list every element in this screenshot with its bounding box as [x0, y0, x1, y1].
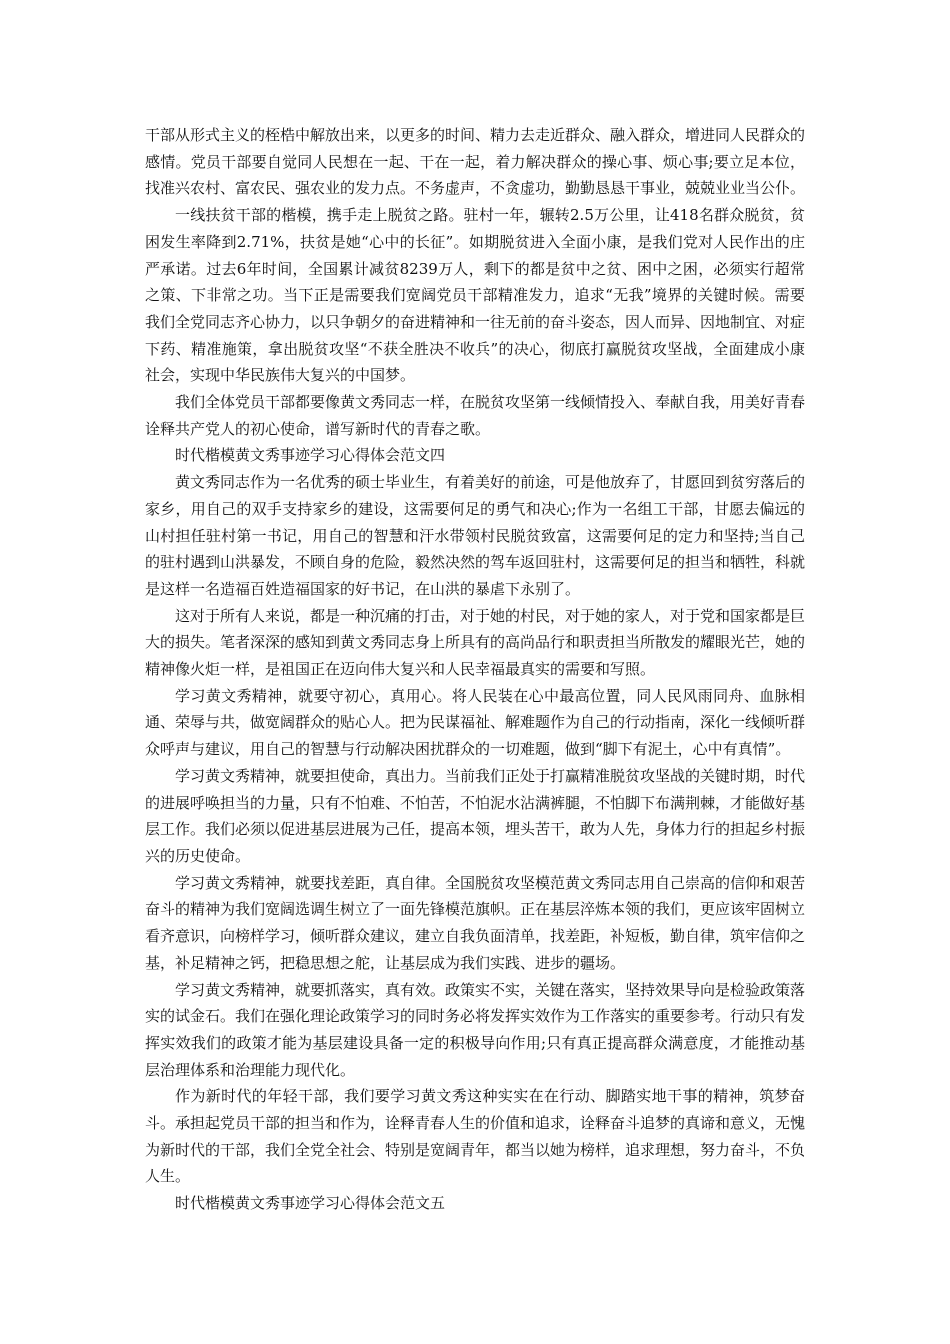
- paragraph-3: 我们全体党员干部都要像黄文秀同志一样，在脱贫攻坚第一线倾情投入、奉献自我，用美好青春诠释共产党人的初心使命，谱写新时代的青春之歌。: [145, 393, 806, 438]
- paragraph-10: 学习黄文秀精神，就要抓落实，真有效。政策实不实，关键在落实，坚持效果导向是检验政策落实的试金石。我们在强化理论政策学习的同时务必将发挥实效作为工作落实的重要参考。行动只有发挥实效我们的政策才能为基层建设具备一定的积极导向作用;只有真正提高群众满意度，才能推动基层治理体系和治理能力现代化。: [145, 980, 806, 1079]
- section-heading-4: 时代楷模黄文秀事迹学习心得体会范文四: [175, 446, 446, 465]
- paragraph-11: 作为新时代的年轻干部，我们要学习黄文秀这种实实在在行动、脚踏实地干事的精神，筑梦奋斗。承担起党员干部的担当和作为，诠释青春人生的价值和追求，诠释奋斗追梦的真谛和意义，无愧为新时代的干部，我们全党全社会、特别是宽阔青年，都当以她为榜样，追求理想，努力奋斗，不负人生。: [145, 1087, 806, 1186]
- paragraph-1: 干部从形式主义的桎梏中解放出来，以更多的时间、精力去走近群众、融入群众，增进同人民群众的感情。党员干部要自觉同人民想在一起、干在一起，着力解决群众的操心事、烦心事;要立足本位，找准兴农村、富农民、强农业的发力点。不务虚声，不贪虚功，勤勤恳恳干事业，兢兢业业当公仆。: [145, 126, 806, 198]
- section-heading-5: 时代楷模黄文秀事迹学习心得体会范文五: [175, 1194, 446, 1213]
- paragraph-7: 学习黄文秀精神，就要守初心，真用心。将人民装在心中最高位置，同人民风雨同舟、血脉相通、荣辱与共，做宽阔群众的贴心人。把为民谋福祉、解难题作为自己的行动指南，深化一线倾听群众呼声与建议，用自己的智慧与行动解决困扰群众的一切难题，做到“脚下有泥土，心中有真情”。: [145, 686, 806, 759]
- document-page: [145, 122, 805, 1217]
- paragraph-8: 学习黄文秀精神，就要担使命，真出力。当前我们正处于打赢精准脱贫攻坚战的关键时期，时代的进展呼唤担当的力量，只有不怕难、不怕苦，不怕泥水沾满裤腿，不怕脚下布满荆棘，才能做好基层工作。我们必须以促进基层进展为己任，提高本领，埋头苦干，敢为人先，身体力行的担起乡村振兴的历史使命。: [145, 766, 806, 865]
- paragraph-6: 这对于所有人来说，都是一种沉痛的打击，对于她的村民，对于她的家人，对于党和国家都是巨大的损失。笔者深深的感知到黄文秀同志身上所具有的高尚品行和职责担当所散发的耀眼光芒，她的精神像火炬一样，是祖国正在迈向伟大复兴和人民幸福最真实的需要和写照。: [145, 606, 806, 679]
- paragraph-2: 一线扶贫干部的楷模，携手走上脱贫之路。驻村一年，辗转2.5万公里，让418名群众脱贫，贫困发生率降到2.71%，扶贫是她“心中的长征”。如期脱贫进入全面小康，是我们党对人民作出的庄严承诺。过去6年时间，全国累计减贫8239万人，剩下的都是贫中之贫、困中之困，必须实行超常之策、下非常之功。当下正是需要我们宽阔党员干部精准发力，追求“无我”境界的关键时候。需要我们全党同志齐心协力，以只争朝夕的奋进精神和一往无前的奋斗姿态，因人而异、因地制宜、对症下药、精准施策，拿出脱贫攻坚“不获全胜决不收兵”的决心，彻底打赢脱贫攻坚战，全面建成小康社会，实现中华民族伟大复兴的中国梦。: [145, 206, 806, 385]
- paragraph-5: 黄文秀同志作为一名优秀的硕士毕业生，有着美好的前途，可是他放弃了，甘愿回到贫穷落后的家乡，用自己的双手支持家乡的建设，这需要何足的勇气和决心;作为一名组工干部，甘愿去偏远的山村担任驻村第一书记，用自己的智慧和汗水带领村民脱贫致富，这需要何足的定力和坚持;当自己的驻村遇到山洪暴发，不顾自身的危险，毅然决然的驾车返回驻村，这需要何足的担当和牺牲，科就是这样一名造福百姓造福国家的好书记，在山洪的暴虐下永别了。: [145, 473, 806, 598]
- paragraph-9: 学习黄文秀精神，就要找差距，真自律。全国脱贫攻坚模范黄文秀同志用自己崇高的信仰和艰苦奋斗的精神为我们宽阔选调生树立了一面先锋模范旗帜。正在基层淬炼本领的我们，更应该牢固树立看齐意识，向榜样学习，倾听群众建议，建立自我负面清单，找差距，补短板，勤自律，筑牢信仰之基，补足精神之钙，把稳思想之舵，让基层成为我们实践、进步的疆场。: [145, 873, 806, 972]
